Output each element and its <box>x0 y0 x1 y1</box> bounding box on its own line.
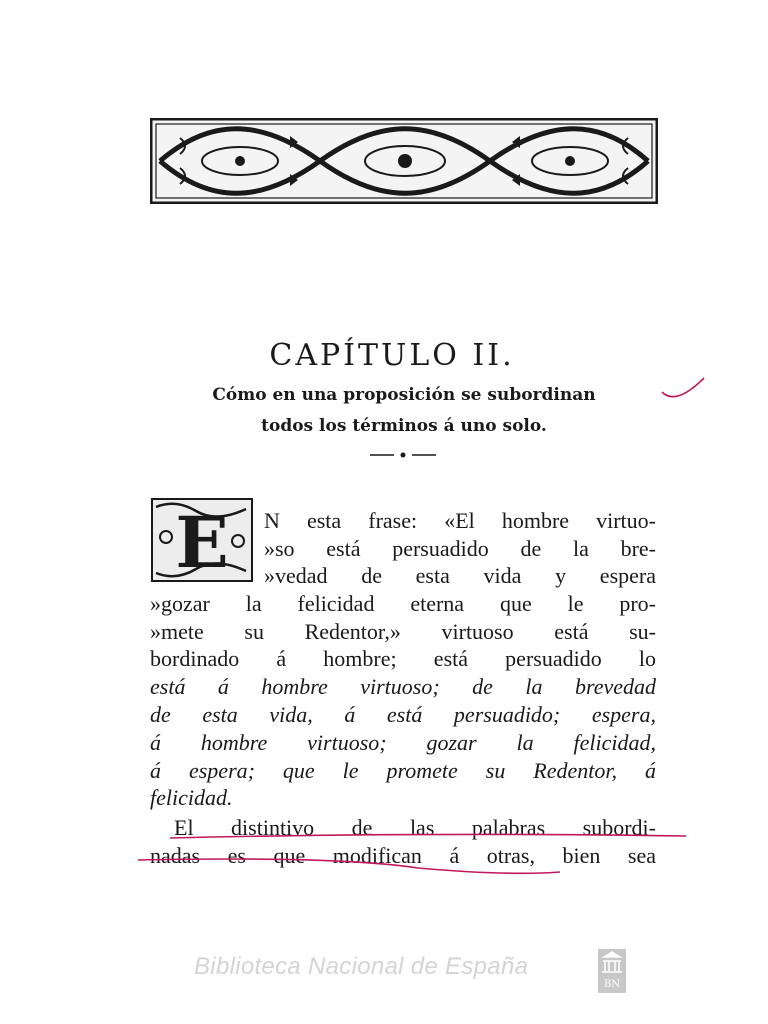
chapter-title: CAPÍTULO II. <box>269 338 515 373</box>
section-divider-ornament <box>368 449 438 461</box>
text-line-13: nadas es que modifican á otras, bien sea <box>150 843 656 868</box>
ornamental-header-band <box>150 118 658 204</box>
text-line-12: El distintivo de las palabras subordi- <box>174 815 656 840</box>
text-line-6: bordinado á hombre; está persuadido lo <box>150 646 656 671</box>
drop-cap-letter: E <box>175 501 229 583</box>
text-line-7: está á hombre virtuoso; de la brevedad <box>150 674 656 699</box>
chapter-subtitle-line-1: Cómo en una proposición se subordinan <box>212 385 596 405</box>
pen-tick-mark <box>662 378 704 397</box>
bn-logo-text: BN <box>603 979 621 990</box>
text-line-10: á espera; que le promete su Redentor, á <box>150 758 656 783</box>
text-line-9: á hombre virtuoso; gozar la felicidad, <box>150 730 656 755</box>
text-line-3: »vedad de esta vida y espera <box>264 563 656 588</box>
drop-cap-frame-icon <box>150 497 254 583</box>
text-line-4: »gozar la felicidad eterna que le pro- <box>150 591 656 616</box>
illuminated-drop-cap <box>150 497 254 583</box>
bn-logo-icon <box>598 949 626 993</box>
text-line-1: N esta frase: «El hombre virtuo- <box>264 508 656 533</box>
text-line-11: felicidad. <box>150 785 233 810</box>
text-line-2: »so está persuadido de la bre- <box>264 536 656 561</box>
text-line-5: »mete su Redentor,» virtuoso está su- <box>150 619 656 644</box>
library-watermark: Biblioteca Nacional de España <box>194 953 529 980</box>
text-line-8: de esta vida, á está persuadido; espera, <box>150 702 656 727</box>
chapter-subtitle-line-2: todos los términos á uno solo. <box>261 416 547 436</box>
